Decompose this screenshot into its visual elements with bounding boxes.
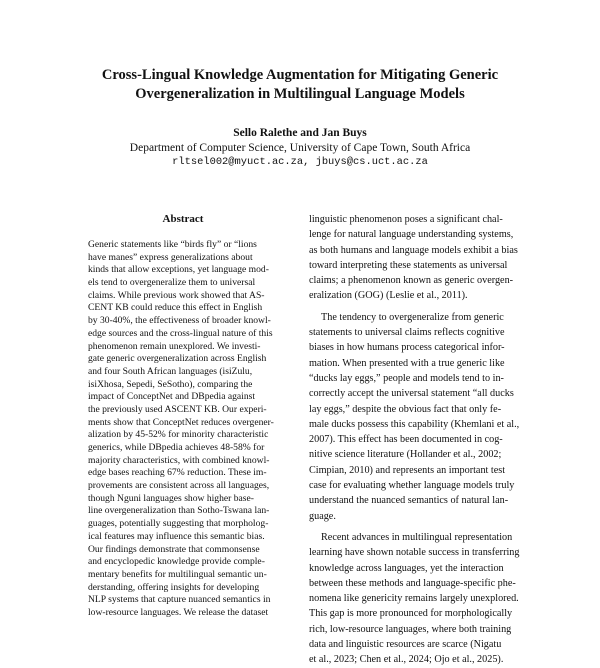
text-line: Generic statements like “birds fly” or “lions (88, 239, 257, 250)
text-line: isiXhosa, Sepedi, SeSotho), comparing the (88, 378, 253, 390)
text-line: 2007). This effect has been documented in cog- (309, 434, 503, 446)
abstract-body (88, 239, 280, 620)
text-line: ical features may influence this semantic bias. (88, 530, 265, 542)
text-line: edge sources and the cross-lingual nature of this (88, 327, 273, 339)
text-line: impact of ConceptNet and DBpedia against (88, 391, 256, 403)
text-line: lay eggs,” despite the obvious fact that only fe- (309, 403, 502, 415)
title-line: Cross-Lingual Knowledge Augmentation for Mitigating Generic (101, 67, 499, 83)
text-line: edge bases reaching 67% reduction. These im- (88, 467, 267, 479)
text-line: eralization (GOG) (Leslie et al., 2011). (309, 290, 468, 302)
author-emails: rltsel002@myuct.ac.za, jbuys@cs.uct.ac.za (172, 156, 428, 168)
affiliation: Department of Computer Science, University of Cape Town, South Africa (129, 142, 471, 154)
text-line: nomena like genericity remains largely unexplored. (309, 593, 519, 605)
text-line: ments show that ConceptNet reduces overgener- (88, 416, 274, 428)
text-line: learning have shown notable success in transferring (309, 547, 520, 559)
text-line: the previously used ASCENT KB. Our experi- (88, 403, 267, 415)
text-line: kinds that allow exceptions, yet language mod- (88, 264, 269, 276)
text-line: though Nguni languages show higher base- (88, 492, 254, 504)
text-line: derstanding, offering insights for developing (88, 581, 260, 593)
text-line: statements to universal claims reflects cognitive (309, 327, 505, 339)
text-line: The tendency to overgeneralize from generic (321, 311, 504, 323)
text-line: have manes” express generalizations about (88, 251, 253, 263)
text-line: Recent advances in multilingual representation (321, 531, 513, 543)
text-line: as both humans and language models exhibit a bias (309, 244, 518, 256)
text-line: biases in how humans process categorical infor- (309, 342, 505, 354)
text-line: low-resource languages. We release the dataset (88, 606, 269, 618)
text-line: linguistic phenomenon poses a significant chal- (309, 214, 503, 225)
text-line: correctly accept the universal statement “all ducks (309, 388, 514, 400)
text-line: guage. (309, 510, 336, 522)
text-line: Cimpian, 2010) and represents an important test (309, 464, 506, 476)
text-line: case for evaluating whether language models truly (309, 480, 515, 492)
text-line: nitive science literature (Hollander et al., 2002; (309, 449, 502, 461)
paper-title (60, 66, 540, 104)
text-line: lenge for natural language understanding systems, (309, 229, 514, 241)
text-line: alization by 45-52% for minority characteristic (88, 429, 269, 441)
text-line: mation. When presented with a true generic like (309, 357, 505, 369)
text-line: understand the nuanced semantics of natural lan- (309, 495, 509, 507)
text-line: gate generic overgeneralization across English (88, 353, 267, 365)
text-line: provements are consistent across all languages, (88, 480, 270, 492)
text-line: “ducks lay eggs,” people and models tend to in- (309, 372, 504, 384)
text-line: data and linguistic resources are scarce (Nigatu (309, 639, 502, 651)
text-line: claims; a phenomenon known as generic overgen- (309, 275, 514, 287)
text-line: guages, potentially suggesting that morpholog- (88, 518, 269, 530)
abstract-heading: Abstract (162, 213, 204, 225)
text-line: and encyclopedic knowledge provide comple- (88, 556, 265, 568)
text-line: generics, while DBpedia achieves 48-58% for (88, 442, 265, 453)
text-line: mentary benefits for multilingual semantic un- (88, 568, 267, 580)
text-line: claims. While previous work showed that AS- (88, 289, 265, 301)
text-line: and four South African languages (isiZulu, (88, 365, 253, 377)
title-line: Overgeneralization in Multilingual Language Models (135, 86, 465, 102)
text-line: toward interpreting these statements as universal (309, 259, 508, 271)
text-line: knowledge across languages, yet the interaction (309, 562, 504, 574)
text-line: rich, low-resource languages, where both training (309, 623, 512, 635)
text-line: et al., 2023; Chen et al., 2024; Ojo et al., 2025). (309, 654, 504, 666)
authors: Sello Ralethe and Jan Buys (233, 127, 367, 139)
text-line: Our findings demonstrate that commonsense (88, 543, 260, 555)
text-line: els tend to overgeneralize them to universal (88, 277, 256, 289)
text-line: majority characteristics, with combined knowl- (88, 454, 270, 466)
text-line: phenomenon remain unexplored. We investi- (88, 340, 261, 352)
text-line: NLP systems that capture nuanced semantics in (88, 594, 271, 606)
body-text-column (309, 212, 523, 668)
text-line: between these methods and language-specific phe- (309, 577, 516, 589)
text-line: This gap is more pronounced for morphologically (309, 608, 513, 620)
text-line: line overgeneralization than Sotho-Tswana lan- (88, 505, 270, 517)
text-line: male ducks possess this capability (Khemlani et al., (309, 418, 520, 430)
text-line: by 30-40%, the effectiveness of broader knowl- (88, 315, 271, 327)
text-line: CENT KB could reduce this effect in English (88, 302, 263, 314)
